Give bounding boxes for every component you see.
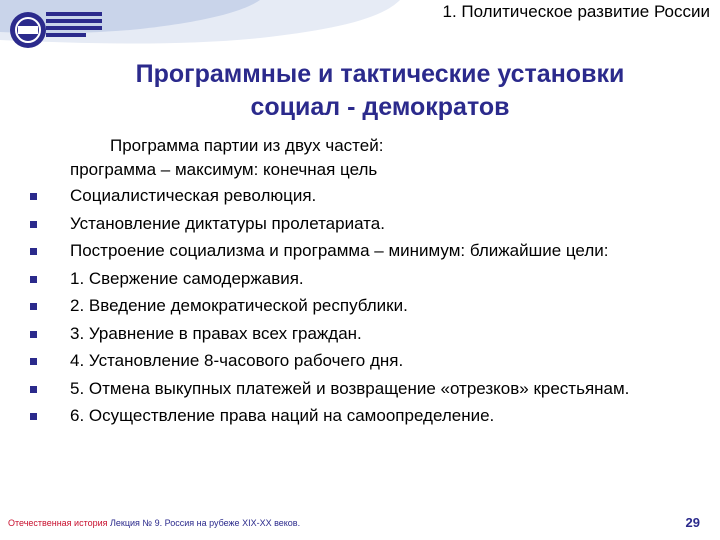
list-item-text: 6. Осуществление права наций на самоопределение.	[70, 406, 495, 425]
bullet-square-icon	[30, 303, 37, 310]
list-item	[22, 294, 692, 318]
list-item	[22, 239, 692, 263]
list-item-text: Социалистическая революция.	[70, 186, 317, 205]
bullet-square-icon	[30, 386, 37, 393]
list-item-text: Установление диктатуры пролетариата.	[70, 213, 385, 233]
list-item-text: Построение социализма и программа – минимум: ближайшие цели:	[70, 241, 609, 260]
slide-title-line-1: Программные и тактические установки	[135, 60, 625, 88]
bullet-square-icon	[30, 358, 37, 365]
list-item	[22, 377, 692, 401]
footer-lecture: Лекция № 9. Россия на рубеже XIX-XX веков.	[107, 518, 301, 528]
footer-caption	[8, 518, 300, 528]
list-item-text: 3. Уравнение в правах всех граждан.	[70, 323, 362, 343]
list-item	[22, 212, 692, 236]
slide-content	[22, 134, 692, 432]
page-number: 29	[685, 515, 700, 530]
list-item-text: 1. Свержение самодержавия.	[70, 268, 304, 288]
bullet-square-icon	[30, 248, 37, 255]
bullet-square-icon	[30, 193, 37, 200]
slide-title	[60, 58, 700, 124]
intro-line-2: программа – максимум: конечная цель	[70, 160, 378, 179]
bullet-square-icon	[30, 331, 37, 338]
footer-course: Отечественная история	[8, 518, 108, 528]
slide-title-line-2: социал - демократов	[250, 93, 510, 121]
list-item-text: 2. Введение демократической республики.	[70, 296, 408, 315]
list-item-text: 4. Установление 8-часового рабочего дня.	[70, 351, 404, 370]
bullet-list	[22, 184, 692, 428]
list-item	[22, 322, 692, 346]
bullet-square-icon	[30, 413, 37, 420]
intro-line-1: Программа партии из двух частей:	[110, 136, 384, 155]
list-item	[22, 349, 692, 373]
list-item	[22, 404, 692, 428]
bullet-square-icon	[30, 221, 37, 228]
list-item	[22, 267, 692, 291]
bullet-square-icon	[30, 276, 37, 283]
list-item	[22, 184, 692, 208]
list-item-text: 5. Отмена выкупных платежей и возвращение «отрезков» крестьянам.	[70, 378, 630, 398]
section-title: 1. Политическое развитие России	[442, 2, 710, 21]
university-logo	[6, 4, 106, 56]
